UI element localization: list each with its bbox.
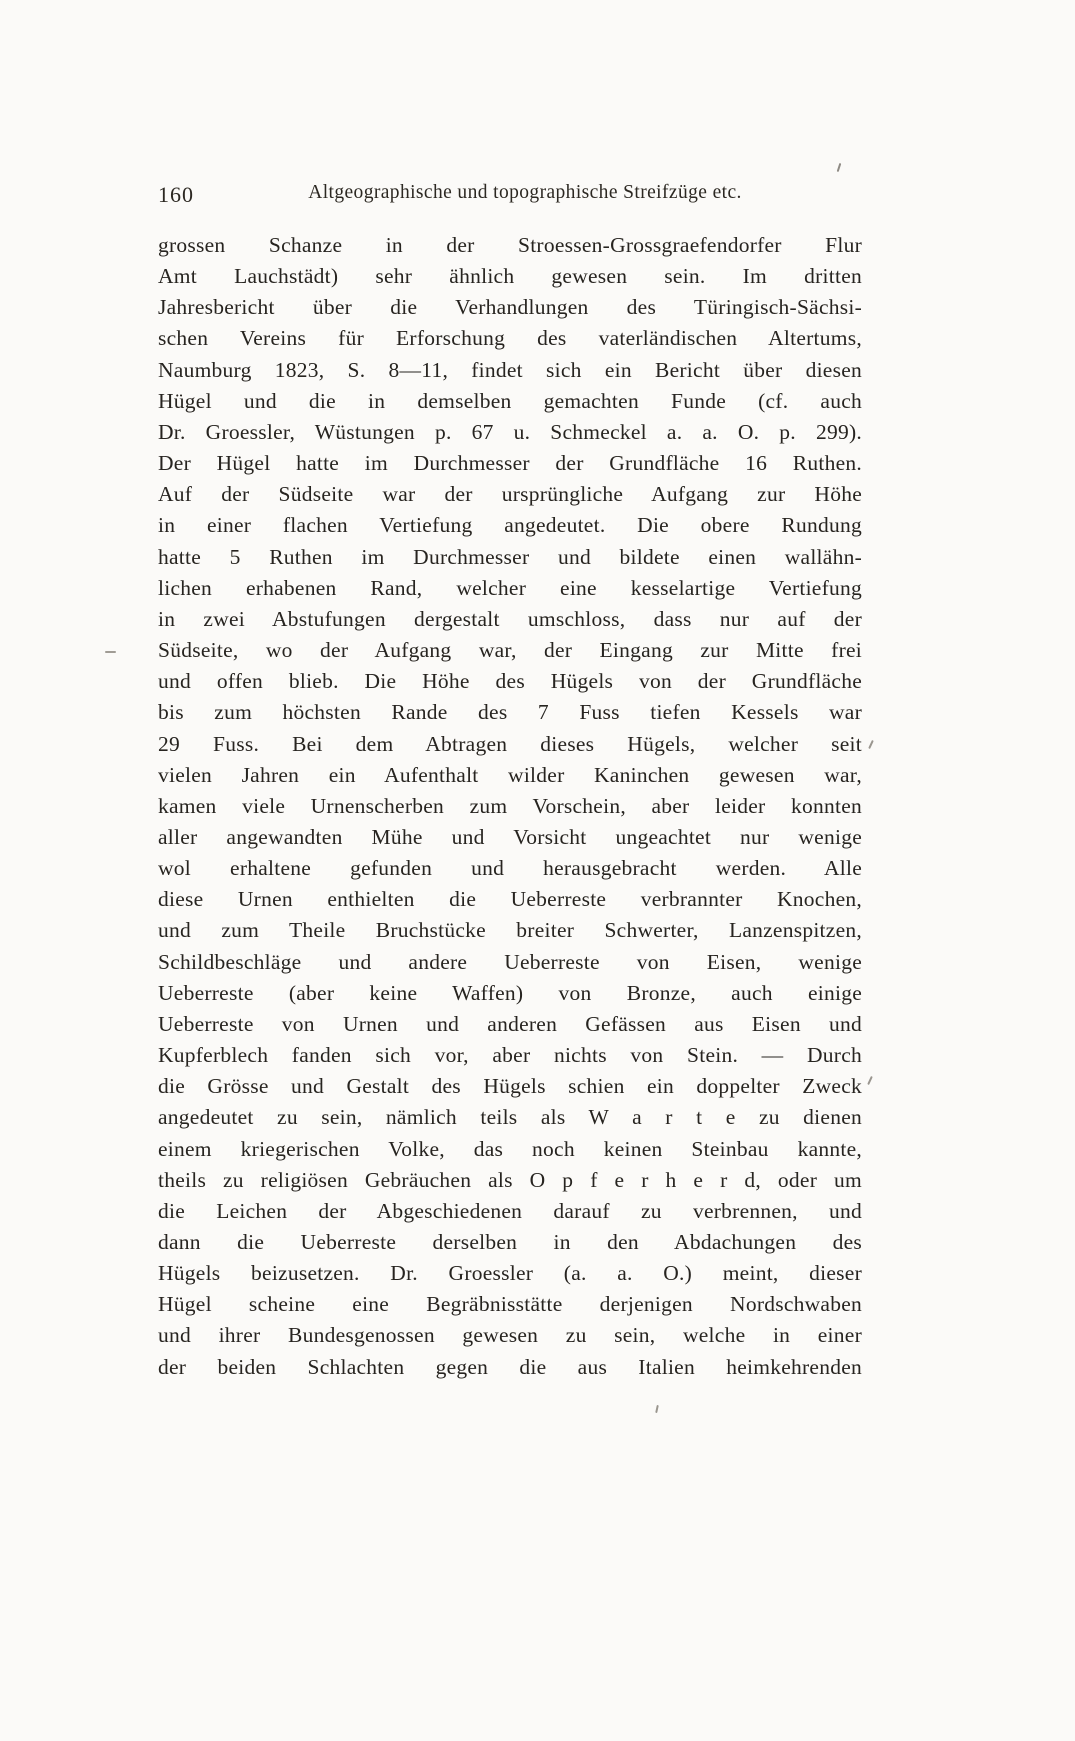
text-line: lichen erhabenen Rand, welcher eine kesselartige Vertiefung (158, 575, 862, 600)
body-text (158, 230, 862, 1383)
text-line: Ueberreste von Urnen und anderen Gefässen aus Eisen und (158, 1011, 862, 1036)
text-line: Amt Lauchstädt) sehr ähnlich gewesen sein. Im dritten (158, 264, 862, 289)
text-line: Kupferblech fanden sich vor, aber nichts von Stein. — Durch (158, 1043, 862, 1068)
text-line: Naumburg 1823, S. 8—11, findet sich ein Bericht über diesen (158, 357, 862, 382)
text-line: Hügels beizusetzen. Dr. Groessler (a. a. O.) meint, dieser (158, 1261, 862, 1286)
text-line: 29 Fuss. Bei dem Abtragen dieses Hügels, welcher seit (158, 731, 862, 756)
text-line: kamen viele Urnenscherben zum Vorschein, aber leider konnten (158, 793, 862, 818)
scan-artifact (655, 1405, 659, 1413)
text-line: dann die Ueberreste derselben in den Abdachungen des (158, 1230, 862, 1254)
text-line: und offen blieb. Die Höhe des Hügels von der Grundfläche (158, 669, 862, 694)
text-line: Ueberreste (aber keine Waffen) von Bronze, auch einige (158, 980, 862, 1005)
text-line: die Grösse und Gestalt des Hügels schien ein doppelter Zweck (158, 1074, 862, 1099)
text-line: angedeutet zu sein, nämlich teils als W a r t e zu dienen (158, 1105, 862, 1130)
text-line: vielen Jahren ein Aufenthalt wilder Kaninchen gewesen war, (158, 762, 862, 787)
text-line: einem kriegerischen Volke, das noch keinen Steinbau kannte, (158, 1136, 862, 1161)
running-header-title: Altgeographische und topographische Streifzüge etc. (308, 182, 742, 203)
text-line: Jahresbericht über die Verhandlungen des Türingisch-Sächsi- (158, 295, 862, 320)
running-header (158, 182, 862, 210)
scan-artifact (105, 651, 116, 653)
text-line: Südseite, wo der Aufgang war, der Eingang zur Mitte frei (158, 638, 862, 663)
text-line: hatte 5 Ruthen im Durchmesser und bildete einen wallähn- (158, 544, 862, 569)
text-line: diese Urnen enthielten die Ueberreste verbrannter Knochen, (158, 887, 862, 912)
scan-artifact (867, 1076, 873, 1085)
scan-artifact (868, 740, 874, 749)
text-line: Dr. Groessler, Wüstungen p. 67 u. Schmeckel a. a. O. p. 299). (158, 419, 862, 444)
text-line: die Leichen der Abgeschiedenen darauf zu verbrennen, und (158, 1198, 862, 1223)
text-line: grossen Schanze in der Stroessen-Grossgraefendorfer Flur (158, 233, 862, 257)
text-line: Hügel scheine eine Begräbnisstätte derjenigen Nordschwaben (158, 1292, 862, 1317)
text-line: und zum Theile Bruchstücke breiter Schwerter, Lanzenspitzen, (158, 918, 862, 943)
text-line: und ihrer Bundesgenossen gewesen zu sein, welche in einer (158, 1323, 862, 1348)
text-line: Hügel und die in demselben gemachten Funde (cf. auch (158, 388, 862, 413)
text-line: Auf der Südseite war der ursprüngliche Aufgang zur Höhe (158, 482, 862, 507)
text-line: Der Hügel hatte im Durchmesser der Grundfläche 16 Ruthen. (158, 451, 862, 476)
text-line: wol erhaltene gefunden und herausgebracht werden. Alle (158, 856, 862, 881)
text-line: aller angewandten Mühe und Vorsicht ungeachtet nur wenige (158, 824, 862, 849)
text-line: bis zum höchsten Rande des 7 Fuss tiefen Kessels war (158, 700, 862, 725)
text-line: schen Vereins für Erforschung des vaterländischen Altertums, (158, 326, 862, 351)
text-line: Schildbeschläge und andere Ueberreste von Eisen, wenige (158, 949, 862, 974)
page-number: 160 (158, 182, 194, 207)
text-line: in zwei Abstufungen dergestalt umschloss, dass nur auf der (158, 606, 862, 631)
text-line: theils zu religiösen Gebräuchen als O p f e r h e r d, oder um (158, 1167, 862, 1192)
text-line: der beiden Schlachten gegen die aus Italien heimkehrenden (158, 1354, 862, 1379)
scan-artifact (837, 163, 842, 172)
text-line: in einer flachen Vertiefung angedeutet. Die obere Rundung (158, 513, 862, 538)
